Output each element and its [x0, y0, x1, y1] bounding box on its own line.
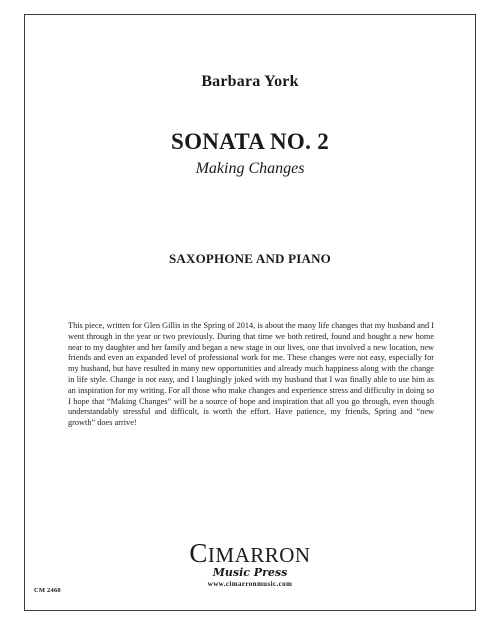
- instrumentation: SAXOPHONE AND PIANO: [169, 251, 331, 266]
- publisher-name-initial: C: [189, 538, 208, 568]
- sheet-music-cover: [24, 14, 476, 611]
- publisher-logo: [25, 538, 475, 588]
- piece-subtitle: Making Changes: [195, 160, 305, 177]
- piece-title: SONATA NO. 2: [170, 129, 330, 154]
- catalog-number: CM 2460: [34, 587, 61, 594]
- program-notes: This piece, written for Glen Gillis in the Spring of 2014, is about the many life changes that my husband and I went through in the year or two previously. During that time we both retired, found and bought a new home near to my daughter and her family and began a new stage in our lives, one that involved a new location, new friends and even an expanded level of professional work for me. These changes were not easy, especially for my husband, but have resulted in many new opportunities and already much happiness along with the change in life style. Change is not easy, and I laughingly joked with my husband that I was finally able to use him as an inspiration for my writing. For all those who make changes and experience stress and difficulty in doing so I hope that “Making Changes” will be a source of hope and inspiration that all you go through, even though understandably stressful and difficult, is worth the effort. Have patience, my friends, Spring and “new growth” does arrive!: [68, 321, 434, 428]
- composer-name: Barbara York: [201, 73, 299, 90]
- publisher-url: www.cimarronmusic.com: [207, 580, 293, 588]
- publisher-name: [25, 538, 475, 568]
- publisher-subname: Music Press: [212, 566, 288, 579]
- publisher-name-rest: IMARRON: [207, 543, 311, 567]
